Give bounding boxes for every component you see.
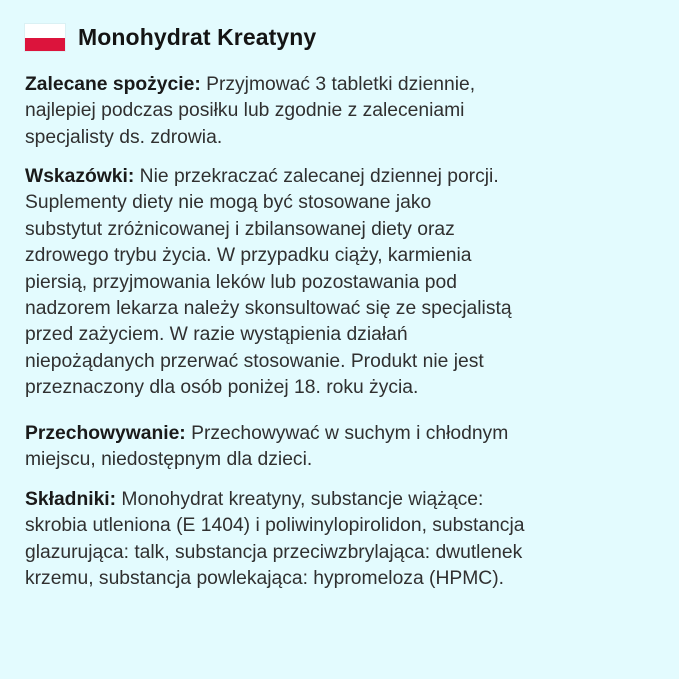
section-line (25, 421, 665, 447)
section-line: specjalisty ds. zdrowia. (25, 126, 223, 148)
section-ingredients (25, 487, 665, 593)
section-label: Zalecane spożycie: (25, 74, 201, 95)
section-line: miejscu, niedostępnym dla dzieci. (25, 449, 313, 471)
section-line (25, 487, 665, 513)
section-label: Przechowywanie: (25, 423, 186, 444)
section-line: przed zażyciem. W razie wystąpienia działań (25, 324, 408, 346)
section-storage (25, 421, 665, 474)
flag-red-stripe (25, 38, 65, 52)
section-line: przeznaczony dla osób poniżej 18. roku życia. (25, 377, 419, 399)
page-title: Monohydrat Kreatyny (78, 24, 317, 50)
section-text: Przechowywać w suchym i chłodnym (185, 423, 509, 444)
section-line (25, 72, 665, 98)
section-line: Suplementy diety nie mogą być stosowane jako (25, 192, 432, 214)
section-line: nadzorem lekarza należy skonsultować się ze specjalistą (25, 298, 512, 320)
section-recommended-intake (25, 72, 665, 151)
section-line (25, 164, 665, 190)
section-line: niepożądanych przerwać stosowanie. Produkt nie jest (25, 350, 484, 372)
section-text: Monohydrat kreatyny, substancje wiążące: (116, 489, 484, 510)
section-line: substytut zróżnicowanej i zbilansowanej diety oraz (25, 218, 455, 240)
section-guidelines (25, 164, 665, 402)
header (25, 24, 316, 51)
section-line: najlepiej podczas posiłku lub zgodnie z zaleceniami (25, 100, 465, 122)
poland-flag-icon (25, 24, 65, 51)
section-line: krzemu, substancja powlekająca: hypromeloza (HPMC). (25, 568, 504, 590)
section-text: Przyjmować 3 tabletki dziennie, (200, 74, 476, 95)
section-label: Składniki: (25, 489, 117, 510)
section-line: glazurująca: talk, substancja przeciwzbrylająca: dwutlenek (25, 541, 523, 563)
section-line: piersią, przyjmowania leków lub pozostawania pod (25, 271, 457, 293)
section-line: zdrowego trybu życia. W przypadku ciąży, karmienia (25, 245, 472, 267)
flag-white-stripe (25, 24, 65, 38)
section-line: skrobia utleniona (E 1404) i poliwinylopirolidon, substancja (25, 515, 525, 537)
section-label: Wskazówki: (25, 166, 135, 187)
section-text: Nie przekraczać zalecanej dziennej porcji. (134, 166, 499, 187)
